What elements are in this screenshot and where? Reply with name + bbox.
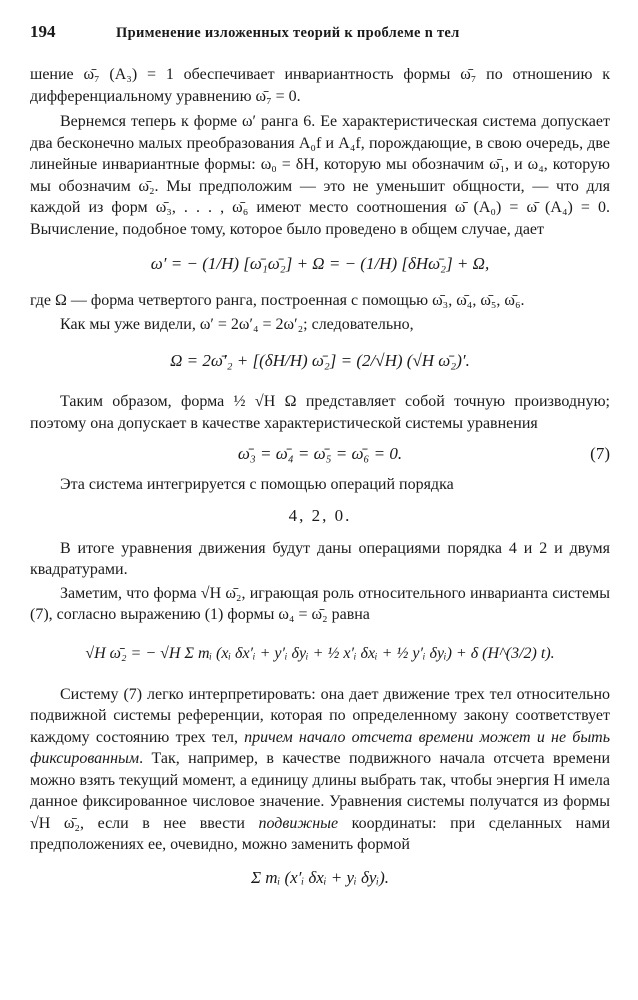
operation-orders: 4, 2, 0.: [288, 505, 352, 525]
formula-relative-invariant: √H ω̄₂ = − √H Σ mᵢ (xᵢ δx′ᵢ + y′ᵢ δyᵢ + ½ x′ᵢ δxᵢ + ½ y′ᵢ δyᵢ) + δ (H^(3/2) t).: [85, 644, 555, 662]
formula-replacement: Σ mᵢ (x′ᵢ δxᵢ + yᵢ δyᵢ).: [250, 867, 390, 887]
equation-7-body: ω̄₃ = ω̄₄ = ω̄₅ = ω̄₆ = 0.: [237, 444, 403, 463]
paragraph-9-emphasis-2: подвижные: [258, 814, 339, 832]
paragraph-9-end: координаты: при сделанных нами предположениях ее, очевидно, можно заменить формой: [30, 814, 611, 853]
paragraph-9-emphasis: причем начало отсчета времени может и не быть фиксированным: [30, 728, 610, 767]
formula-omega: Ω = 2ω̄′₂ + [(δH/H) ω̄₂] = (2/√H) (√H ω̄₂)′.: [170, 351, 470, 370]
formula-omega-prime: ω′ = − (1/H) [ω̄₁ω̄₂] + Ω = − (1/H) [δHω̄₂] + Ω,: [150, 254, 490, 273]
page-number: 194: [30, 22, 56, 41]
paragraph-4: Как мы уже видели, ω′ = 2ω′₄ = 2ω′₂; следовательно,: [60, 315, 414, 333]
equation-number: (7): [590, 444, 610, 463]
paragraph-7: В итоге уравнения движения будут даны операциями порядка 4 и 2 и двумя квадратурами.: [30, 539, 610, 578]
paragraph-2: Вернемся теперь к форме ω′ ранга 6. Ее характеристическая система допускает два бесконечно малых преобразования A₀f и A₄f, порождающие, в свою очередь, две линейные инвариантные формы: ω₀ = δH, которую мы обозначим ω̄₁, и ω₄, которую мы обозначим ω̄₂. Мы предположим — это не уменьшит общности, — что для каждой из форм ω̄₃, . . . , ω̄₆ имеют место соотношения ω̄ (A₀) = ω̄ (A₄) = 0. Вычисление, подобное тому, которое было проведено в общем случае, дает: [30, 113, 610, 238]
paragraph-9: [30, 684, 610, 856]
paragraph-9-middle: . Так, например, в качестве подвижного начала отсчета времени можно взять текущий момент, а единицу длины выбрать так, чтобы энергия H имела данное фиксированное числовое значение. Уравнения системы получатся из формы √H ω̄₂, если в нее ввести: [30, 750, 610, 832]
page-header: [30, 22, 610, 52]
paragraph-3: где Ω — форма четвертого ранга, построенная с помощью ω̄₃, ω̄₄, ω̄₅, ω̄₆.: [30, 292, 525, 309]
running-title: Применение изложенных теорий к проблеме n тел: [116, 25, 460, 41]
paragraph-8: Заметим, что форма √H ω̄₂, играющая роль относительного инварианта системы (7), согласно выражению (1) формы ω₄ = ω̄₂ равна: [30, 584, 610, 623]
paragraph-5: Таким образом, форма ½ √H Ω представляет собой точную производную; поэтому она допускает в качестве характеристической системы уравнения: [30, 393, 610, 432]
paragraph-9-start: Систему (7) легко интерпретировать: она дает движение трех тел относительно подвижной системы референции, которая по определенному закону соответствует каждому состоянию трех тел,: [30, 685, 610, 746]
equation-7: [30, 442, 610, 466]
paragraph-1: шение ω̄₇ (A₃) = 1 обеспечивает инвариантность формы ω̄₇ по отношению к дифференциальному уравнению ω̄₇ = 0.: [30, 66, 610, 105]
book-page: [30, 22, 610, 890]
paragraph-6: Эта система интегрируется с помощью операций порядка: [60, 476, 454, 493]
